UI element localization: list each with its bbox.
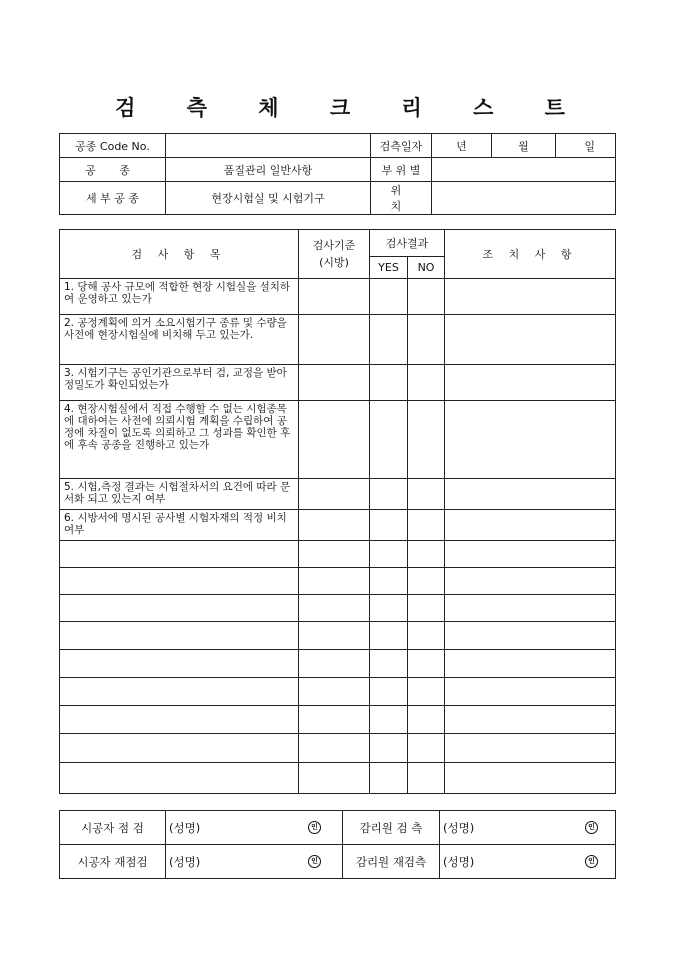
part-label: 부 위 별 — [371, 158, 432, 182]
yes-cell[interactable] — [370, 622, 408, 650]
yes-cell[interactable] — [370, 479, 408, 510]
yes-cell[interactable] — [370, 678, 408, 706]
inspection-item-header: 검 사 항 목 — [60, 230, 299, 279]
work-type-value: 품질관리 일반사항 — [166, 158, 371, 182]
action-cell[interactable] — [445, 568, 616, 595]
yes-cell[interactable] — [370, 541, 408, 568]
table-row — [60, 279, 616, 315]
empty-table-row — [60, 706, 616, 734]
action-cell[interactable] — [445, 706, 616, 734]
no-cell[interactable] — [408, 650, 445, 678]
action-cell[interactable] — [445, 650, 616, 678]
empty-table-row — [60, 734, 616, 763]
name-label: (성명) — [169, 820, 201, 835]
work-type-label: 공 종 — [60, 158, 166, 182]
inspection-item: 1. 당해 공사 규모에 적합한 현장 시험실을 설치하여 운영하고 있는가 — [60, 279, 299, 315]
standard-cell[interactable] — [299, 479, 370, 510]
yes-cell[interactable] — [370, 650, 408, 678]
no-cell[interactable] — [408, 763, 445, 794]
inspection-date-label: 검측일자 — [371, 134, 432, 158]
action-cell[interactable] — [445, 734, 616, 763]
inspection-standard-header — [299, 230, 370, 279]
inspection-item[interactable] — [60, 763, 299, 794]
signature-row — [60, 811, 616, 845]
supervisor-reinspection-signature[interactable] — [440, 845, 616, 879]
standard-cell[interactable] — [299, 315, 370, 365]
seal-icon: 인 — [308, 855, 321, 868]
action-cell[interactable] — [445, 510, 616, 541]
table-row — [60, 479, 616, 510]
yes-cell[interactable] — [370, 734, 408, 763]
signature-table — [59, 810, 616, 879]
inspection-item[interactable] — [60, 650, 299, 678]
no-cell[interactable] — [408, 365, 445, 401]
no-cell[interactable] — [408, 734, 445, 763]
table-row — [60, 315, 616, 365]
standard-cell[interactable] — [299, 541, 370, 568]
date-year-label[interactable]: 년 — [432, 134, 492, 158]
document-title: 검 측 체 크 리 스 트 — [115, 95, 587, 120]
inspection-result-header: 검사결과 — [370, 230, 445, 257]
no-cell[interactable] — [408, 622, 445, 650]
contractor-check-signature[interactable] — [166, 811, 343, 845]
inspection-item[interactable] — [60, 734, 299, 763]
empty-table-row — [60, 622, 616, 650]
action-cell[interactable] — [445, 763, 616, 794]
part-value[interactable] — [432, 158, 616, 182]
empty-table-row — [60, 650, 616, 678]
location-value[interactable] — [432, 182, 616, 215]
inspection-item: 2. 공정계획에 의거 소요시험기구 종류 및 수량을 사전에 현장시험실에 비치해 두고 있는가. — [60, 315, 299, 365]
no-header: NO — [408, 257, 445, 279]
detail-work-value: 현장시험실 및 시험기구 — [166, 182, 371, 215]
detail-work-label: 세 부 공 종 — [60, 182, 166, 215]
standard-cell[interactable] — [299, 568, 370, 595]
empty-table-row — [60, 678, 616, 706]
info-row-work-type — [60, 158, 616, 182]
inspection-item: 4. 현장시험실에서 직접 수행할 수 없는 시험종목에 대하여는 사전에 의뢰시험 계획을 수립하여 공정에 차질이 없도록 의뢰하고 그 성과를 확인한 후에 후속 공종을 진행하고 있는가 — [60, 401, 299, 479]
inspection-item[interactable] — [60, 595, 299, 622]
empty-table-row — [60, 763, 616, 794]
standard-cell[interactable] — [299, 365, 370, 401]
action-cell[interactable] — [445, 365, 616, 401]
contractor-check-label: 시공자 점 검 — [60, 811, 166, 845]
yes-cell[interactable] — [370, 763, 408, 794]
standard-cell[interactable] — [299, 595, 370, 622]
no-cell[interactable] — [408, 595, 445, 622]
supervisor-inspection-label: 감리원 검 측 — [343, 811, 440, 845]
standard-cell[interactable] — [299, 510, 370, 541]
no-cell[interactable] — [408, 568, 445, 595]
yes-cell[interactable] — [370, 315, 408, 365]
empty-table-row — [60, 595, 616, 622]
name-label: (성명) — [443, 854, 475, 869]
standard-cell[interactable] — [299, 401, 370, 479]
yes-cell[interactable] — [370, 365, 408, 401]
table-row — [60, 401, 616, 479]
action-cell[interactable] — [445, 401, 616, 479]
no-cell[interactable] — [408, 678, 445, 706]
standard-cell[interactable] — [299, 734, 370, 763]
action-header: 조 치 사 항 — [445, 230, 616, 279]
empty-table-row — [60, 541, 616, 568]
inspection-item[interactable] — [60, 541, 299, 568]
supervisor-reinspection-label: 감리원 재검측 — [343, 845, 440, 879]
yes-cell[interactable] — [370, 706, 408, 734]
no-cell[interactable] — [408, 279, 445, 315]
date-month-label[interactable]: 월 — [492, 134, 556, 158]
action-cell[interactable] — [445, 279, 616, 315]
table-row — [60, 365, 616, 401]
no-cell[interactable] — [408, 706, 445, 734]
contractor-recheck-label: 시공자 재점검 — [60, 845, 166, 879]
date-day-label[interactable]: 일 — [556, 134, 616, 158]
supervisor-inspection-signature[interactable] — [440, 811, 616, 845]
checklist-header-row — [60, 230, 616, 257]
yes-cell[interactable] — [370, 401, 408, 479]
standard-cell[interactable] — [299, 706, 370, 734]
work-code-label: 공종 Code No. — [60, 134, 166, 158]
checklist-table — [59, 229, 616, 794]
inspection-item[interactable] — [60, 706, 299, 734]
info-row-code — [60, 134, 616, 158]
no-cell[interactable] — [408, 401, 445, 479]
yes-cell[interactable] — [370, 568, 408, 595]
inspection-item: 5. 시험,측정 결과는 시험절차서의 요건에 따라 문서화 되고 있는지 여부 — [60, 479, 299, 510]
standard-header-line2: (시방) — [319, 256, 349, 269]
yes-cell[interactable] — [370, 595, 408, 622]
inspection-item[interactable] — [60, 568, 299, 595]
name-label: (성명) — [443, 820, 475, 835]
standard-header-line1: 검사기준 — [312, 239, 356, 252]
empty-table-row — [60, 568, 616, 595]
action-cell[interactable] — [445, 595, 616, 622]
action-cell[interactable] — [445, 541, 616, 568]
header-info-table — [59, 133, 616, 215]
no-cell[interactable] — [408, 510, 445, 541]
signature-row — [60, 845, 616, 879]
seal-icon: 인 — [585, 855, 598, 868]
work-code-value[interactable] — [166, 134, 371, 158]
inspection-item[interactable] — [60, 622, 299, 650]
contractor-recheck-signature[interactable] — [166, 845, 343, 879]
inspection-item: 3. 시험기구는 공인기관으로부터 검, 교정을 받아 정밀도가 확인되었는가 — [60, 365, 299, 401]
info-row-detail — [60, 182, 616, 215]
standard-cell[interactable] — [299, 678, 370, 706]
no-cell[interactable] — [408, 315, 445, 365]
standard-cell[interactable] — [299, 650, 370, 678]
seal-icon: 인 — [585, 821, 598, 834]
seal-icon: 인 — [308, 821, 321, 834]
action-cell[interactable] — [445, 678, 616, 706]
inspection-item[interactable] — [60, 678, 299, 706]
inspection-item: 6. 시방서에 명시된 공사별 시험자재의 적정 비치 여부 — [60, 510, 299, 541]
yes-cell[interactable] — [370, 510, 408, 541]
yes-header: YES — [370, 257, 408, 279]
action-cell[interactable] — [445, 315, 616, 365]
standard-cell[interactable] — [299, 279, 370, 315]
standard-cell[interactable] — [299, 763, 370, 794]
location-label: 위 치 — [371, 182, 432, 215]
yes-cell[interactable] — [370, 279, 408, 315]
table-row — [60, 510, 616, 541]
standard-cell[interactable] — [299, 622, 370, 650]
action-cell[interactable] — [445, 622, 616, 650]
no-cell[interactable] — [408, 541, 445, 568]
no-cell[interactable] — [408, 479, 445, 510]
action-cell[interactable] — [445, 479, 616, 510]
name-label: (성명) — [169, 854, 201, 869]
